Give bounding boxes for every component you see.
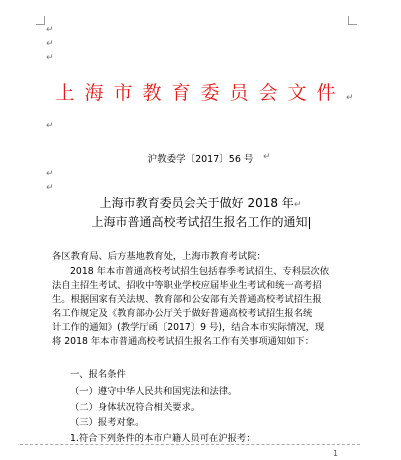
paragraph-line: 将 2018 年本市普通高校考试招生报名工作有关事项通知如下： xyxy=(52,336,314,347)
corner-margin-icon xyxy=(348,16,357,25)
notice-title-line1: 上海市教育委员会关于做好 2018 年↵ xyxy=(99,196,302,210)
document-number: 沪教委学〔2017〕56 号 xyxy=(147,154,254,165)
list-item: （三）报考对象。 xyxy=(70,417,145,428)
paragraph-line: 生。根据国家有关法规、教育部和公安部有关普通高校考试招生报 xyxy=(52,294,322,305)
footer-divider xyxy=(20,444,360,445)
body-paragraph xyxy=(52,265,348,349)
paragraph-line: 法自主招生考试、招收中等职业学校应届毕业生考试和统一高考招 xyxy=(52,280,322,291)
paragraph-mark-icon: ↵ xyxy=(46,169,54,179)
paragraph-line: 计工作的通知》(教学厅函〔2017〕9 号)，结合本市实际情况，现 xyxy=(52,322,325,333)
paragraph-line: 2018 年本市普通高校考试招生包括春季考试招生、专科层次依 xyxy=(70,266,330,277)
paragraph-mark-icon: ↵ xyxy=(46,39,54,49)
text-cursor-icon xyxy=(309,217,310,229)
salutation: 各区教育局、后方基地教育处，上海市教育考试院： xyxy=(52,251,266,262)
paragraph-line: 名工作规定及《教育部办公厅关于做好普通高校考试招生报名统 xyxy=(52,308,313,319)
corner-margin-icon xyxy=(36,16,45,25)
paragraph-mark-icon: ↵ xyxy=(346,93,354,103)
page-number: 1 xyxy=(333,449,339,458)
paragraph-mark-icon: ↵ xyxy=(46,53,54,63)
paragraph-mark-icon: ↵ xyxy=(46,183,54,193)
paragraph-mark-icon: ↵ xyxy=(263,152,271,162)
notice-title-line2: 上海市普通高校考试招生报名工作的通知 xyxy=(91,215,308,229)
list-item: 1.符合下列条件的本市户籍人员可在沪报考： xyxy=(70,433,256,444)
paragraph-mark-icon: ↵ xyxy=(46,121,54,131)
section-heading: 一、报名条件 xyxy=(70,369,126,380)
list-item: （一）遵守中华人民共和国宪法和法律。 xyxy=(70,386,238,397)
paragraph-mark-icon: ↵ xyxy=(46,25,54,35)
paragraph-mark-icon: ↵ xyxy=(293,200,302,210)
list-item: （二）身体状况符合相关要求。 xyxy=(70,402,201,413)
banner-title: 上海市教育委员会文件 xyxy=(55,82,346,104)
